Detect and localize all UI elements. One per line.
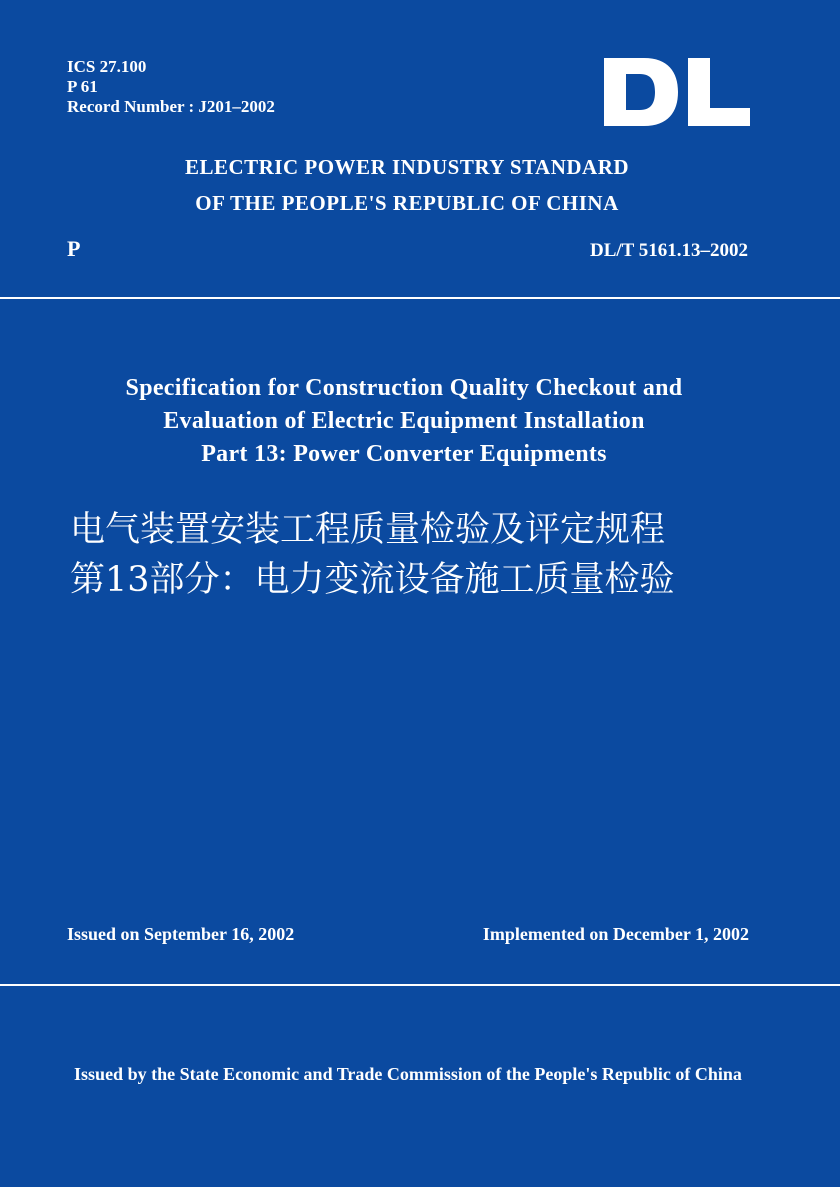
chinese-title xyxy=(70,505,675,605)
record-number: Record Number : J201–2002 xyxy=(67,97,275,116)
dl-logo-d xyxy=(604,58,678,126)
org-name-line2: OF THE PEOPLE'S REPUBLIC OF CHINA xyxy=(195,191,619,215)
chinese-title-line1: 电气装置安装工程质量检验及评定规程 xyxy=(70,510,666,550)
p-code: P 61 xyxy=(67,77,98,96)
issued-date: Issued on September 16, 2002 xyxy=(67,924,295,944)
ics-code: ICS 27.100 xyxy=(67,57,147,76)
english-title-line3: Part 13: Power Converter Equipments xyxy=(201,441,607,467)
top-divider xyxy=(0,297,840,299)
metadata-block xyxy=(67,57,275,117)
issuing-authority: Issued by the State Economic and Trade Commission of the People's Republic of China xyxy=(74,1064,742,1084)
bottom-divider xyxy=(0,984,840,986)
english-title-line2: Evaluation of Electric Equipment Installation xyxy=(163,408,645,434)
standard-number: DL/T 5161.13–2002 xyxy=(589,240,748,261)
classification-code: P xyxy=(67,236,81,261)
org-name-line1: ELECTRIC POWER INDUSTRY STANDARD xyxy=(184,155,630,179)
english-title-line1: Specification for Construction Quality Checkout and xyxy=(125,375,683,401)
dl-logo-l xyxy=(688,58,750,126)
dl-logo xyxy=(604,58,750,126)
implemented-date: Implemented on December 1, 2002 xyxy=(482,924,749,944)
chinese-title-line2: 第13部分：电力变流设备施工质量检验 xyxy=(70,560,675,600)
english-title xyxy=(0,372,808,471)
